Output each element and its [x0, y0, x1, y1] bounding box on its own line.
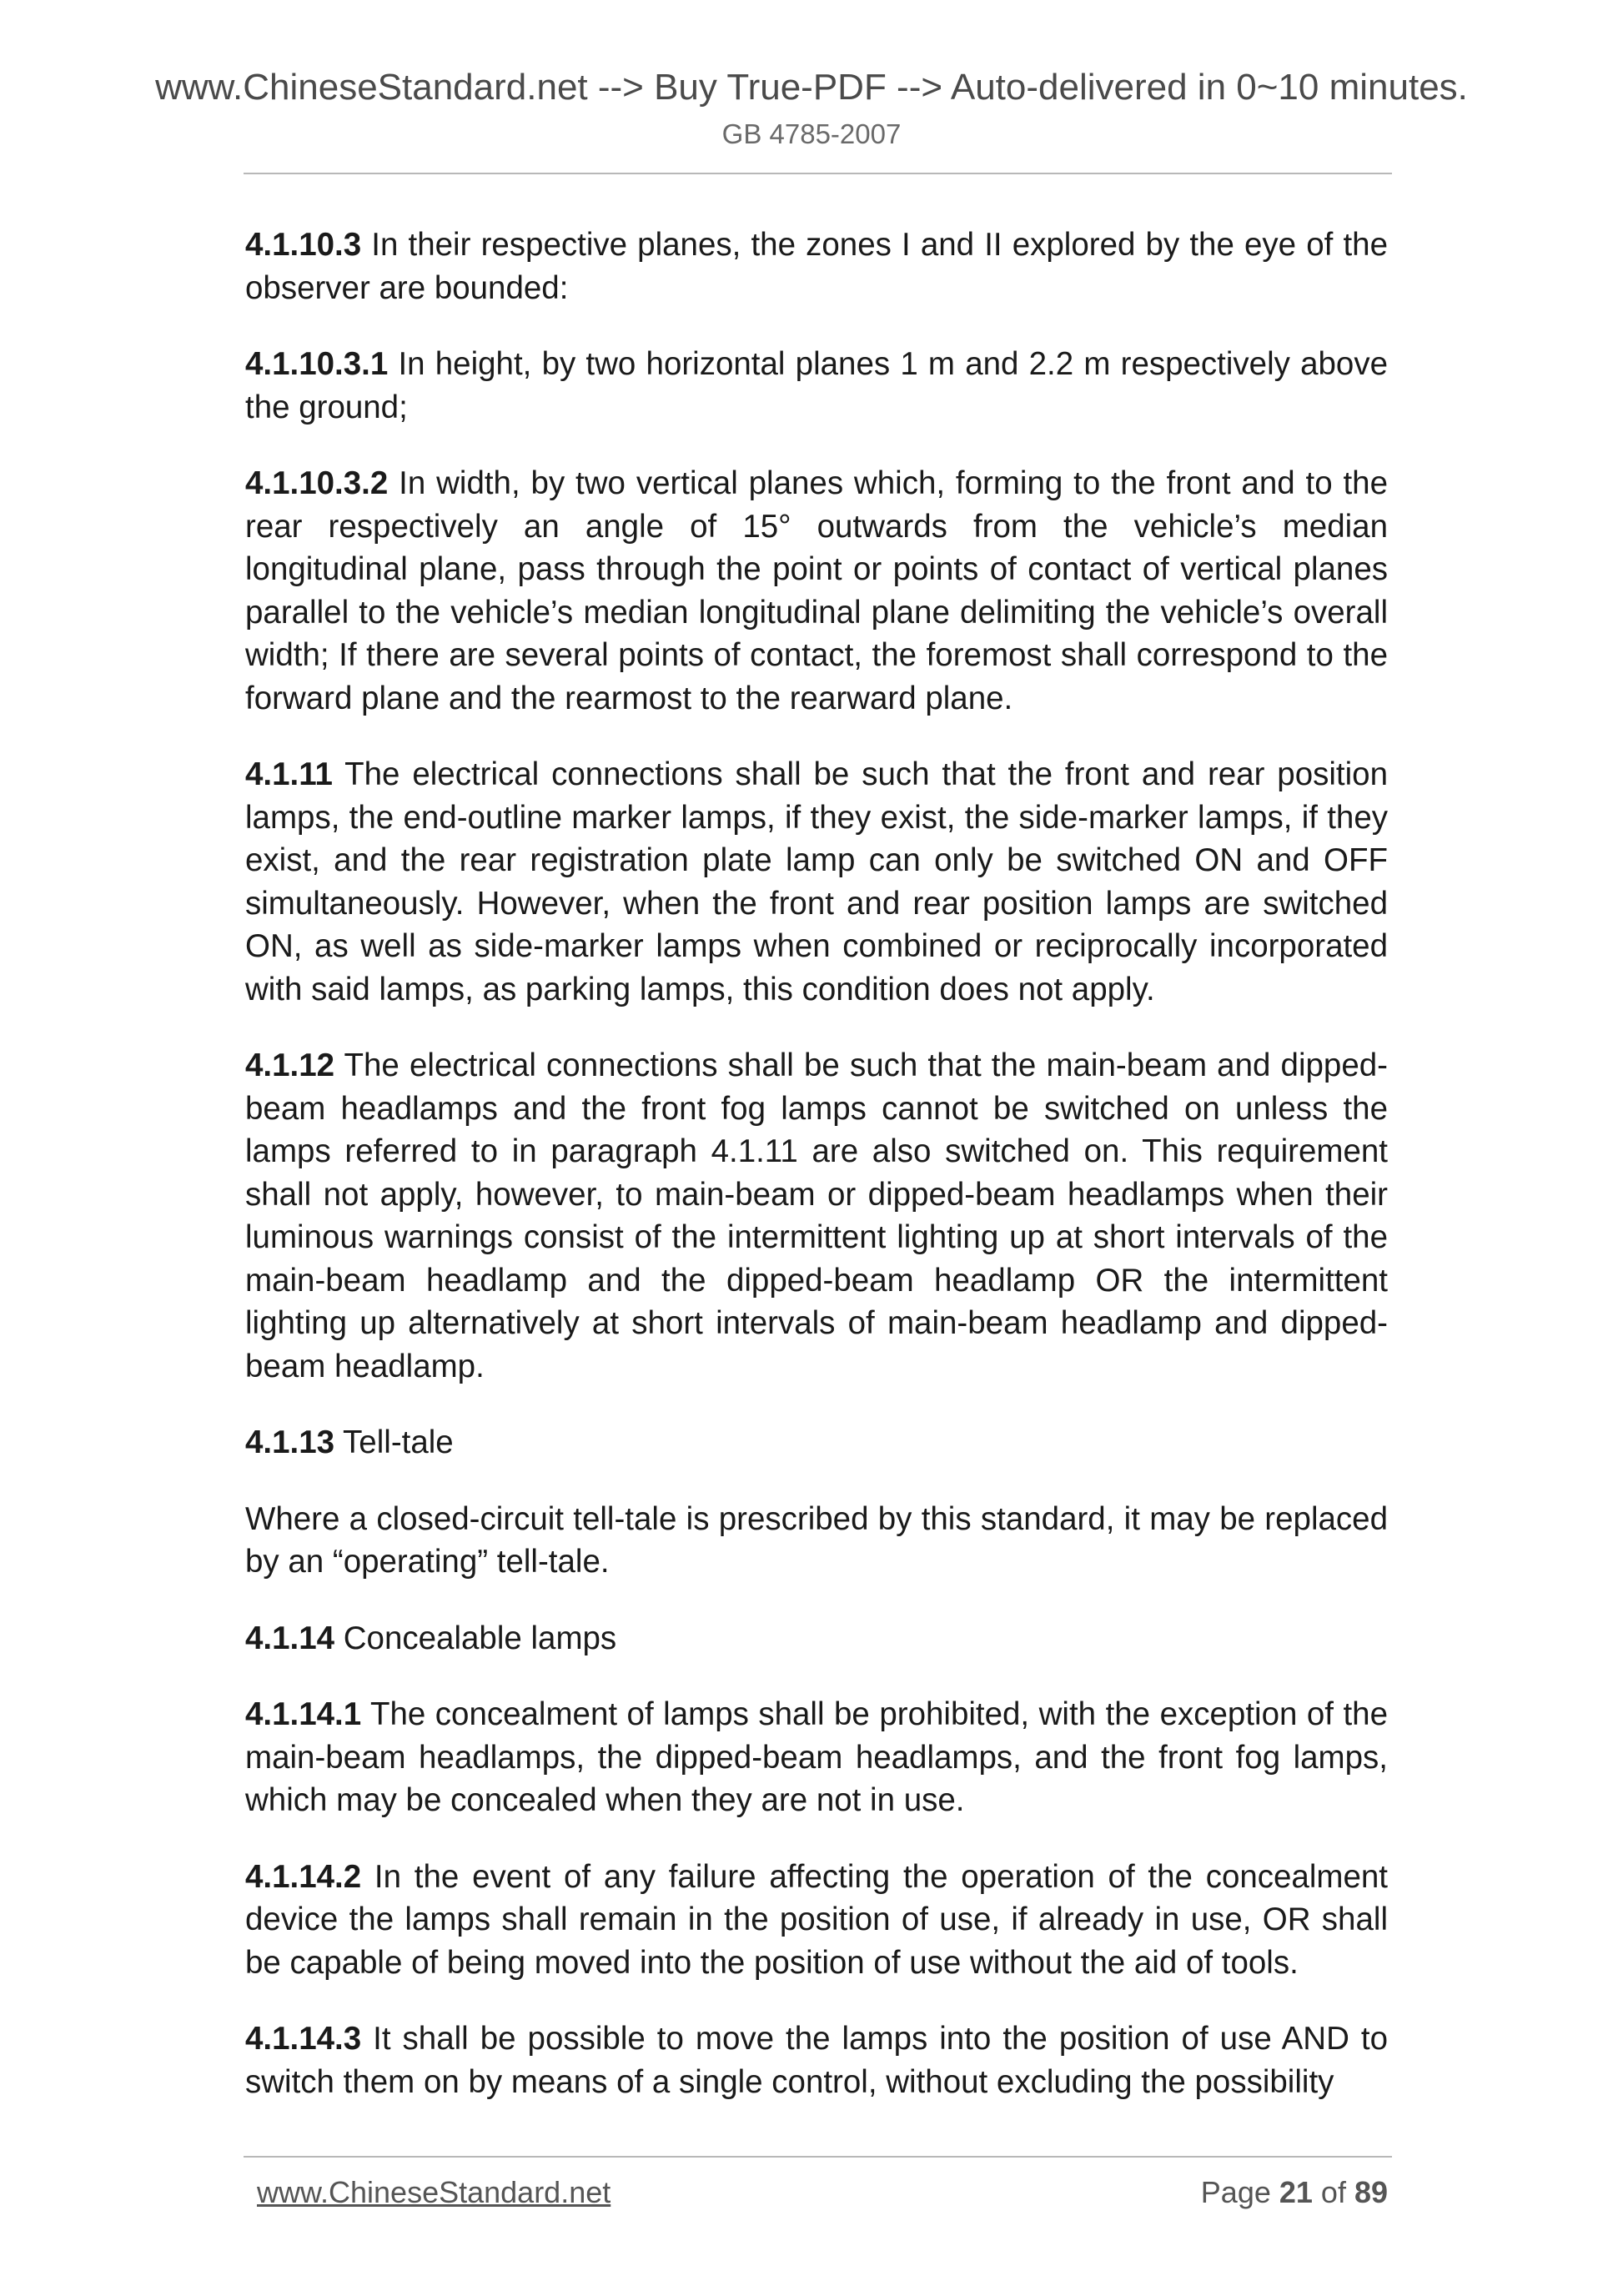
clause-text: The concealment of lamps shall be prohibited, with the exception of the main-beam headlamps, the dipped-beam headlamps, and the front fog lamps, which may be concealed when they are not in use.: [245, 1696, 1388, 1818]
footer-website-link[interactable]: www.ChineseStandard.net: [257, 2175, 611, 2209]
header-divider: [244, 173, 1392, 174]
page-footer: [257, 2175, 1388, 2217]
clause-number: 4.1.10.3.1: [245, 346, 389, 382]
paragraph-4-1-14-3: [245, 2017, 1388, 2103]
clause-text: Concealable lamps: [334, 1620, 617, 1656]
paragraph-4-1-10-3-1: [245, 343, 1388, 429]
clause-text: The electrical connections shall be such that the main-beam and dipped-beam headlamps and the front fog lamps cannot be switched on unless the lamps referred to in paragraph 4.1.11 are also switched on. This requirement shall not apply, however, to main-beam or dipped-beam headlamps when their luminous warnings consist of the intermittent lighting up at short intervals of the main-beam headlamp and the dipped-beam headlamp OR the intermittent lighting up alternatively at short intervals of main-beam headlamp and dipped-beam headlamp.: [245, 1048, 1388, 1384]
clause-number: 4.1.14.2: [245, 1858, 362, 1895]
page-header: [0, 62, 1623, 155]
paragraph-4-1-14: [245, 1617, 1388, 1660]
clause-text: Where a closed-circuit tell-tale is prescribed by this standard, it may be replaced by an “operating” tell-tale.: [245, 1500, 1388, 1580]
header-banner[interactable]: www.ChineseStandard.net --> Buy True-PDF --> Auto-delivered in 0~10 minutes.: [155, 67, 1468, 108]
page-number: [1201, 2175, 1388, 2210]
total-pages: 89: [1354, 2175, 1388, 2209]
paragraph-4-1-10-3-2: [245, 462, 1388, 720]
clause-text: In height, by two horizontal planes 1 m and 2.2 m respectively above the ground;: [245, 346, 1388, 425]
clause-text: In width, by two vertical planes which, forming to the front and to the rear respectively an angle of 15° outwards from the vehicle’s median longitudinal plane, pass through the point or points of contact of vertical planes parallel to the vehicle’s median longitudinal plane delimiting the vehicle’s overall width; If there are several points of contact, the foremost shall correspond to the forward plane and the rearmost to the rearward plane.: [245, 465, 1388, 716]
paragraph-4-1-14-1: [245, 1693, 1388, 1822]
clause-number: 4.1.10.3.2: [245, 465, 389, 501]
paragraph-4-1-14-2: [245, 1856, 1388, 1985]
paragraph-4-1-10-3: [245, 224, 1388, 309]
paragraph-tell-tale-body: [245, 1498, 1388, 1584]
clause-text: In the event of any failure affecting the operation of the concealment device the lamps shall remain in the position of use, if already in use, OR shall be capable of being moved into the position of use without the aid of tools.: [245, 1858, 1388, 1981]
page-of: of: [1312, 2175, 1354, 2209]
clause-text: The electrical connections shall be such that the front and rear position lamps, the end-outline marker lamps, if they exist, the side-marker lamps, if they exist, and the rear registration plate lamp can only be switched ON and OFF simultaneously. However, when the front and rear position lamps are switched ON, as well as side-marker lamps when combined or reciprocally incorporated with said lamps, as parking lamps, this condition does not apply.: [245, 756, 1388, 1007]
paragraph-4-1-13: [245, 1421, 1388, 1465]
clause-text: It shall be possible to move the lamps into the position of use AND to switch them on by means of a single control, without excluding the possibility: [245, 2021, 1388, 2100]
clause-number: 4.1.14: [245, 1620, 335, 1656]
page-label: Page: [1200, 2175, 1279, 2209]
clause-text: Tell-tale: [334, 1424, 454, 1460]
clause-number: 4.1.10.3: [245, 227, 362, 263]
paragraph-4-1-12: [245, 1044, 1388, 1388]
clause-number: 4.1.13: [245, 1424, 335, 1460]
footer-divider: [244, 2156, 1392, 2158]
clause-text: In their respective planes, the zones I and II explored by the eye of the observer are bounded:: [245, 227, 1388, 306]
document-body: [245, 224, 1388, 2137]
current-page: 21: [1279, 2175, 1313, 2209]
paragraph-4-1-11: [245, 753, 1388, 1011]
clause-number: 4.1.14.1: [245, 1696, 362, 1732]
clause-number: 4.1.14.3: [245, 2021, 362, 2057]
clause-number: 4.1.11: [245, 756, 333, 792]
clause-number: 4.1.12: [245, 1048, 335, 1083]
standard-code: GB 4785-2007: [721, 118, 902, 149]
